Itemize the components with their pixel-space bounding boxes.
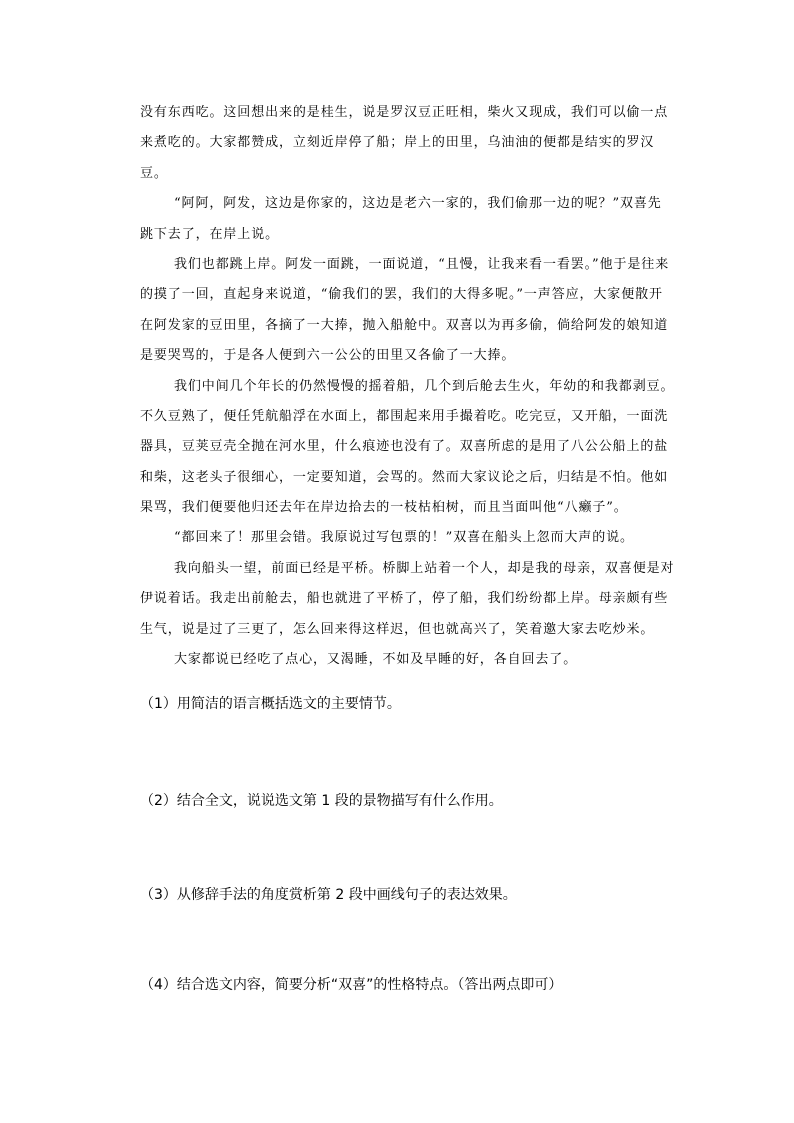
- passage-line: 伊说着话。我走出前舱去，船也就进了平桥了，停了船，我们纷纷都上岸。母亲颇有些: [140, 591, 669, 607]
- passage-line: 跳下去了，在岸上说。: [140, 226, 280, 242]
- passage-line: 豆。: [140, 165, 168, 181]
- passage-line: 是要哭骂的，于是各人便到六一公公的田里又各偷了一大捧。: [140, 348, 516, 364]
- passage-line: 没有东西吃。这回想出来的是桂生，说是罗汉豆正旺相，柴火又现成，我们可以偷一点: [140, 105, 669, 120]
- passage-line: “都回来了！那里会错。我原说过写包票的！”双喜在船头上忽而大声的说。: [174, 530, 634, 546]
- reading-passage: [140, 98, 675, 675]
- question-1: （1）用简洁的语言概括选文的主要情节。: [140, 696, 401, 712]
- question-2: （2）结合全文，说说选文第 1 段的景物描写有什么作用。: [140, 793, 503, 809]
- question-4: （4）结合选文内容，简要分析“双喜”的性格特点。（答出两点即可）: [140, 977, 563, 993]
- passage-line: 的摸了一回，直起身来说道，“偷我们的罢，我们的大得多呢。”一声答应，大家便散开: [140, 287, 663, 303]
- passage-line: 果骂，我们便要他归还去年在岸边拾去的一枝枯桕树，而且当面叫他“八癞子”。: [140, 500, 628, 516]
- passage-line: 在阿发家的豆田里，各摘了一大捧，抛入船舱中。双喜以为再多偷，倘给阿发的娘知道: [140, 317, 669, 333]
- passage-line: “阿阿，阿发，这边是你家的，这边是老六一家的，我们偷那一边的呢？”双喜先: [174, 196, 662, 212]
- passage-line: 来煮吃的。大家都赞成，立刻近岸停了船；岸上的田里，乌油油的便都是结实的罗汉: [140, 135, 655, 151]
- passage-line: 大家都说已经吃了点心，又渴睡，不如及早睡的好，各自回去了。: [174, 652, 578, 668]
- passage-line: 我们中间几个年长的仍然慢慢的摇着船，几个到后舱去生火，年幼的和我都剥豆。: [174, 378, 675, 394]
- passage-line: 生气，说是过了三更了，怎么回来得这样迟，但也就高兴了，笑着邀大家去吃炒米。: [140, 621, 655, 637]
- passage-line: 不久豆熟了，便任凭航船浮在水面上，都围起来用手撮着吃。吃完豆，又开船，一面洗: [140, 408, 669, 424]
- passage-line: 我向船头一望，前面已经是平桥。桥脚上站着一个人，却是我的母亲，双喜便是对: [174, 560, 675, 576]
- question-3: （3）从修辞手法的角度赏析第 2 段中画线句子的表达效果。: [140, 887, 517, 903]
- passage-line: 器具，豆荚豆壳全抛在河水里，什么痕迹也没有了。双喜所虑的是用了八公公船上的盐: [140, 439, 669, 455]
- passage-line: 和柴，这老头子很细心，一定要知道，会骂的。然而大家议论之后，归结是不怕。他如: [140, 469, 669, 485]
- passage-line: 我们也都跳上岸。阿发一面跳，一面说道，“且慢，让我来看一看罢。”他于是往来: [174, 256, 670, 272]
